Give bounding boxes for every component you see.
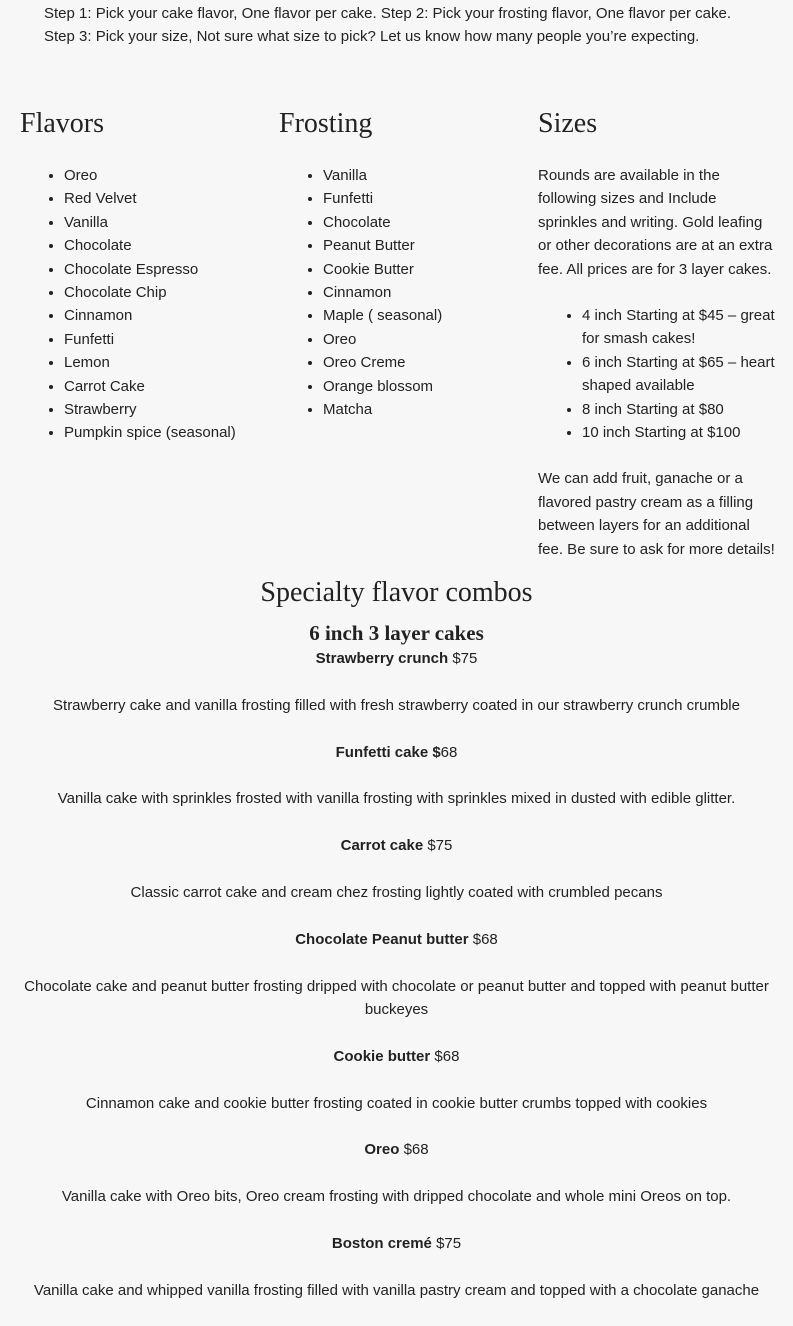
sizes-column <box>538 104 776 561</box>
combo-price: $68 <box>430 1047 460 1065</box>
list-item: • Chocolate Espresso <box>64 258 260 281</box>
combo-description: Classic carrot cake and cream chez frosting lightly coated with crumbled pecans <box>130 883 663 901</box>
combo-title <box>0 1232 793 1255</box>
combo-description: Strawberry cake and vanilla frosting filled with fresh strawberry coated in our strawberry crunch crumble <box>53 696 740 714</box>
list-item: • Pumpkin spice (seasonal) <box>64 421 260 444</box>
list-item: • Maple ( seasonal) <box>323 304 519 327</box>
list-item: • Cinnamon <box>323 281 519 304</box>
sizes-heading: Sizes <box>538 108 598 139</box>
list-item: • Vanilla <box>323 164 519 187</box>
combo-name: Chocolate Peanut butter <box>295 930 469 948</box>
combo-description: Cinnamon cake and cookie butter frosting coated in cookie butter crumbs topped with cookies <box>85 1094 708 1112</box>
list-item: • Strawberry <box>64 398 260 421</box>
filling-note: We can add fruit, ganache or a flavored pastry cream as a filling between layers for an additional fee. Be sure to ask for more details! <box>538 470 775 558</box>
specialty-heading: Specialty flavor combos <box>260 577 533 608</box>
combo-name: Oreo <box>364 1141 400 1159</box>
combo-title <box>0 1045 793 1068</box>
combo-title <box>0 647 793 670</box>
list-item: • 8 inch Starting at $80 <box>582 398 776 421</box>
list-item: • Oreo <box>323 328 519 351</box>
list-item: • Chocolate <box>323 211 519 234</box>
combo-name: Cookie butter <box>333 1047 431 1065</box>
list-item: • Red Velvet <box>64 187 260 210</box>
combo-description: Vanilla cake with sprinkles frosted with vanilla frosting with sprinkles mixed in dusted with edible glitter. <box>57 790 736 808</box>
list-item: • Lemon <box>64 351 260 374</box>
list-item: • 4 inch Starting at $45 – great for smash cakes! <box>582 304 776 351</box>
combo-title <box>0 1138 793 1161</box>
specialty-subheading: 6 inch 3 layer cakes <box>309 621 484 645</box>
flavors-list <box>20 164 260 445</box>
combo-title <box>0 741 793 764</box>
list-item: • Matcha <box>323 398 519 421</box>
list-item: • Peanut Butter <box>323 234 519 257</box>
list-item: • 10 inch Starting at $100 <box>582 421 776 444</box>
sizes-list <box>538 304 776 444</box>
combo-price: $68 <box>468 930 498 948</box>
list-item: • 6 inch Starting at $65 – heart shaped available <box>582 351 776 398</box>
specialty-section <box>0 573 793 1326</box>
frosting-column <box>279 104 519 421</box>
list-item: • Funfetti <box>64 328 260 351</box>
combo-price: $75 <box>448 650 478 667</box>
list-item: • Chocolate <box>64 234 260 257</box>
combo-title <box>0 928 793 951</box>
combo-description: Vanilla cake with Oreo bits, Oreo cream frosting with dripped chocolate and whole mini Oreos on top. <box>61 1188 732 1206</box>
combo-description: Vanilla cake and whipped vanilla frosting filled with vanilla pastry cream and topped with a chocolate ganache <box>33 1281 760 1299</box>
combo-title <box>0 834 793 857</box>
combo-name: Funfetti cake $ <box>335 743 441 761</box>
combo-name: Boston cremé <box>331 1234 432 1252</box>
list-item: • Chocolate Chip <box>64 281 260 304</box>
flavors-column <box>20 104 260 445</box>
combo-price: 68 <box>440 743 458 761</box>
list-item: • Funfetti <box>323 187 519 210</box>
combo-price: $75 <box>431 1234 462 1252</box>
frosting-heading: Frosting <box>279 108 373 139</box>
list-item: • Cinnamon <box>64 304 260 327</box>
combo-name: Strawberry crunch <box>315 650 449 667</box>
list-item: • Oreo <box>64 164 260 187</box>
combo-name: Carrot cake <box>340 837 424 855</box>
frosting-list <box>279 164 519 421</box>
list-item: • Carrot Cake <box>64 375 260 398</box>
combo-price: $68 <box>399 1141 429 1159</box>
list-item: • Vanilla <box>64 211 260 234</box>
list-item: • Orange blossom <box>323 375 519 398</box>
intro-steps: Step 1: Pick your cake flavor, One flavor per cake. Step 2: Pick your frosting flavor, One flavor per cake. Step 3: Pick your size, Not sure what size to pick? Let us know how many people you’re expecting. <box>44 5 731 46</box>
list-item: • Oreo Creme <box>323 351 519 374</box>
combo-description: Chocolate cake and peanut butter frosting dripped with chocolate or peanut butter and topped with peanut butter buckeyes <box>24 977 769 1018</box>
list-item: • Cookie Butter <box>323 258 519 281</box>
flavors-heading: Flavors <box>20 108 104 139</box>
sizes-description: Rounds are available in the following sizes and Include sprinkles and writing. Gold leafing or other decorations are at an extra fee. All prices are for 3 layer cakes. <box>538 167 773 278</box>
combo-price: $75 <box>423 837 453 855</box>
